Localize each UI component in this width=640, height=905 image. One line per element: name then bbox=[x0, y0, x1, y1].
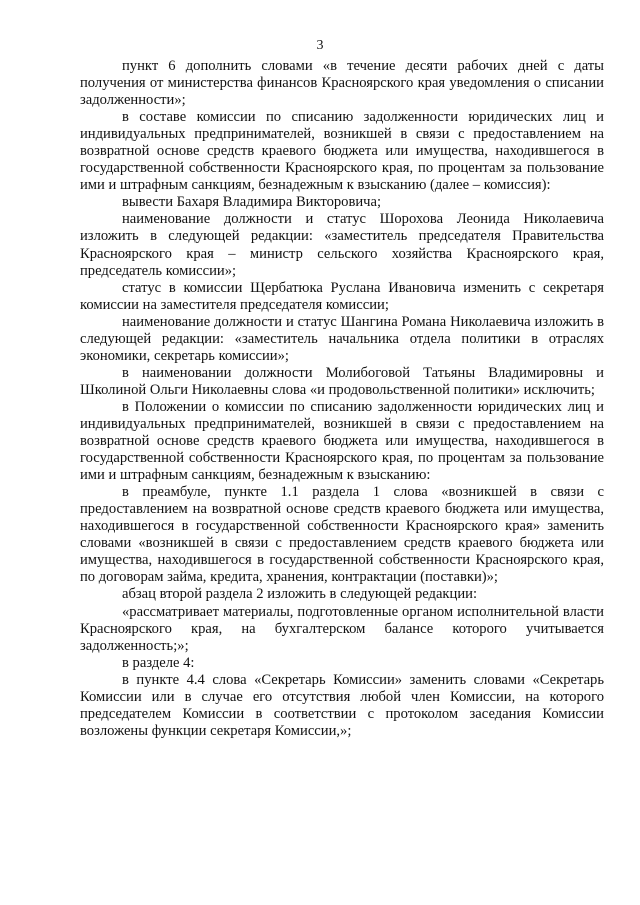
paragraph-13: в пункте 4.4 слова «Секретарь Комиссии» заменить словами «Секретарь Комиссии или в случае его отсутствия любой член Комиссии, на которого председателем Комиссии в соответствии с протоколом заседания Комиссии возложены функции секретаря Комиссии,»; bbox=[80, 671, 604, 739]
page-number: 3 bbox=[316, 38, 324, 53]
paragraph-8: в Положении о комиссии по списанию задолженности юридических лиц и индивидуальных предпринимателей, возникшей в связи с предоставлением на возвратной основе средств краевого бюджета или имущества, находившегося в государственной собственности Красноярского края, по процентам за пользование ими и штрафным санкциям, безнадежным к взысканию: bbox=[80, 398, 604, 484]
paragraph-11: «рассматривает материалы, подготовленные органом исполнительной власти Красноярского края, на бухгалтерском балансе которого учитывается задолженность;»; bbox=[80, 603, 604, 654]
paragraph-4: наименование должности и статус Шорохова Леонида Николаевича изложить в следующей редакции: «заместитель председателя Правительства Красноярского края – министр сельского хозяйства Красноярского края, председатель комиссии»; bbox=[80, 211, 604, 279]
paragraph-5: статус в комиссии Щербатюка Руслана Ивановича изменить с секретаря комиссии на заместителя председателя комиссии; bbox=[80, 279, 604, 313]
paragraph-12: в разделе 4: bbox=[122, 654, 195, 671]
paragraph-1: пункт 6 дополнить словами «в течение десяти рабочих дней с даты получения от министерства финансов Красноярского края уведомления о списании задолженности»; bbox=[80, 58, 604, 109]
paragraph-10: абзац второй раздела 2 изложить в следующей редакции: bbox=[122, 586, 478, 603]
paragraph-2: в составе комиссии по списанию задолженности юридических лиц и индивидуальных предпринимателей, возникшей в связи с предоставлением на возвратной основе средств краевого бюджета или имущества, находившегося в государственной собственности Красноярского края, по процентам за пользование ими и штрафным санкциям, безнадежным к взысканию (далее – комиссия): bbox=[80, 109, 604, 194]
document-body bbox=[80, 58, 604, 740]
paragraph-6: наименование должности и статус Шангина Романа Николаевича изложить в следующей редакции: «заместитель начальника отдела политики в отраслях экономики, секретарь комиссии»; bbox=[80, 313, 604, 364]
paragraph-7: в наименовании должности Молибоговой Татьяны Владимировны и Школиной Ольги Николаевны слова «и продовольственной политики» исключить; bbox=[80, 364, 604, 398]
paragraph-3: вывести Бахаря Владимира Викторовича; bbox=[122, 194, 382, 211]
paragraph-9: в преамбуле, пункте 1.1 раздела 1 слова «возникшей в связи с предоставлением на возвратной основе средств краевого бюджета или имущества, находившегося в государственной собственности Красноярского края» заменить словами «возникшей в связи с предоставлением средств краевого бюджета или имущества, находившегося в государственной собственности Красноярского края, по договорам займа, кредита, хранения, контрактации (поставки)»; bbox=[80, 484, 604, 586]
